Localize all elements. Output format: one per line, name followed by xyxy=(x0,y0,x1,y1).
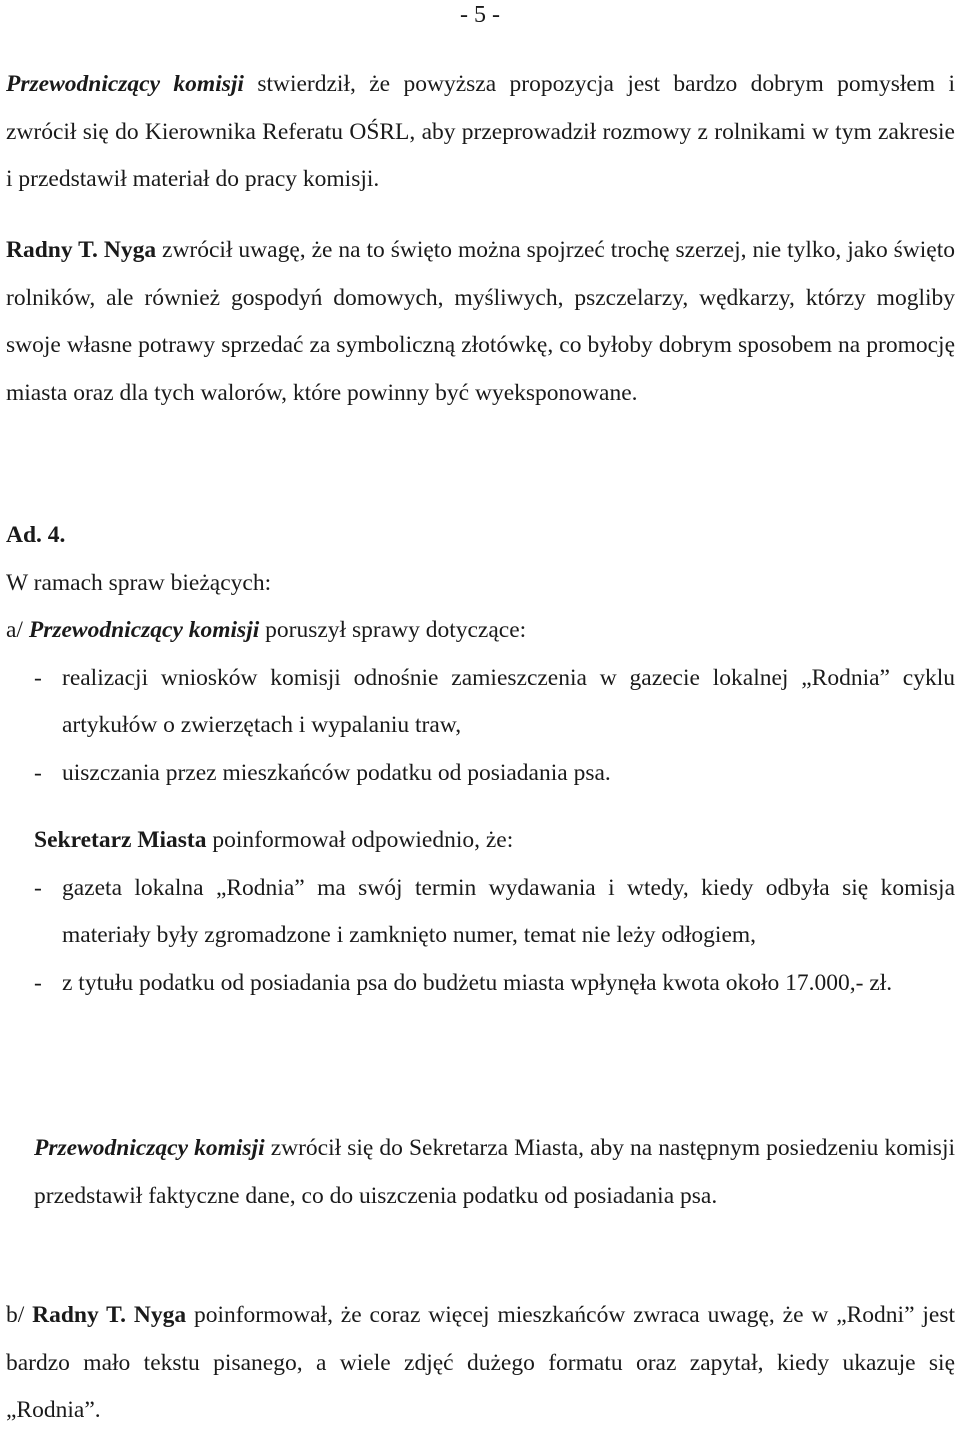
paragraph-councillor-nyga xyxy=(6,227,955,417)
paragraph-body: stwierdził, że powyższa propozycja jest bardzo dobrym pomysłem i zwrócił się do Kierownika Referatu OŚRL, aby przeprowadził rozmowy z rolnikami w tym zakresie i przedstawił materiał do pracy komisji. xyxy=(6,71,956,192)
paragraph-text xyxy=(6,227,955,417)
speaker-name: Przewodniczący komisji xyxy=(6,71,244,97)
list-item-text: uiszczania przez mieszkańców podatku od posiadania psa. xyxy=(62,759,611,786)
secretary-intro xyxy=(6,817,955,865)
item-prefix: b/ xyxy=(6,1302,33,1328)
speaker-name: Przewodniczący komisji xyxy=(28,617,260,643)
list-dash: - xyxy=(34,759,42,786)
paragraph-chairman-statement xyxy=(6,61,955,204)
list-dash: - xyxy=(34,664,42,691)
list-item-text: z tytułu podatku od posiadania psa do budżetu miasta wpłynęła kwota około 17.000,- zł. xyxy=(62,969,893,996)
list-dash: - xyxy=(34,969,42,996)
paragraph-body: poinformował, że coraz więcej mieszkańców zwraca uwagę, że w „Rodni” jest bardzo mało tekstu pisanego, a wiele zdjęć dużego formatu oraz zapytał, kiedy ukazuje się „Rodnia”. xyxy=(6,1302,955,1423)
list-item-text: gazeta lokalna „Rodnia” ma swój termin wydawania i wtedy, kiedy odbyła się komisja materiały były zgromadzone i zamknięto numer, temat nie leży odłogiem, xyxy=(62,874,955,948)
item-b xyxy=(6,1292,955,1435)
list-item xyxy=(6,865,955,960)
paragraph-text xyxy=(6,1292,955,1435)
paragraph-text xyxy=(6,61,955,204)
list-item xyxy=(6,960,955,1008)
paragraph-body: zwrócił uwagę, że na to święto można spojrzeć trochę szerzej, nie tylko, jako święto rolników, ale również gospodyń domowych, myśliwych, pszczelarzy, wędkarzy, którzy mogliby swoje własne potrawy sprzedać za symboliczną złotówkę, co byłoby dobrym sposobem na promocję miasta oraz dla tych walorów, które powinny być wyeksponowane. xyxy=(6,237,955,406)
speaker-name: Sekretarz Miasta xyxy=(34,827,207,853)
secretary-intro-text: poinformował odpowiednio, że: xyxy=(206,827,514,853)
item-a-text: poruszył sprawy dotyczące: xyxy=(259,617,527,643)
paragraph-body: zwrócił się do Sekretarza Miasta, aby na następnym posiedzeniu komisji przedstawił faktyczne dane, co do uiszczenia podatku od posiadania psa. xyxy=(34,1135,956,1209)
list-item xyxy=(6,750,955,798)
section-intro: W ramach spraw bieżących: xyxy=(6,569,272,596)
speaker-name: Radny T. Nyga xyxy=(32,1302,187,1328)
list-dash: - xyxy=(34,874,42,901)
list-item-text: realizacji wniosków komisji odnośnie zamieszczenia w gazecie lokalnej „Rodnia” cyklu artykułów o zwierzętach i wypalaniu traw, xyxy=(62,664,955,738)
section-ad-4 xyxy=(6,512,955,797)
section-heading: Ad. 4. xyxy=(6,522,66,548)
speaker-name: Radny T. Nyga xyxy=(6,237,157,263)
list-item xyxy=(6,655,955,750)
item-prefix: a/ xyxy=(6,617,29,643)
item-a-intro xyxy=(6,607,955,655)
page-number: - 5 - xyxy=(460,2,500,28)
speaker-name: Przewodniczący komisji xyxy=(34,1135,265,1161)
paragraph-chairman-request xyxy=(34,1125,955,1220)
paragraph-text xyxy=(34,1125,955,1220)
section-secretary xyxy=(6,817,955,1007)
